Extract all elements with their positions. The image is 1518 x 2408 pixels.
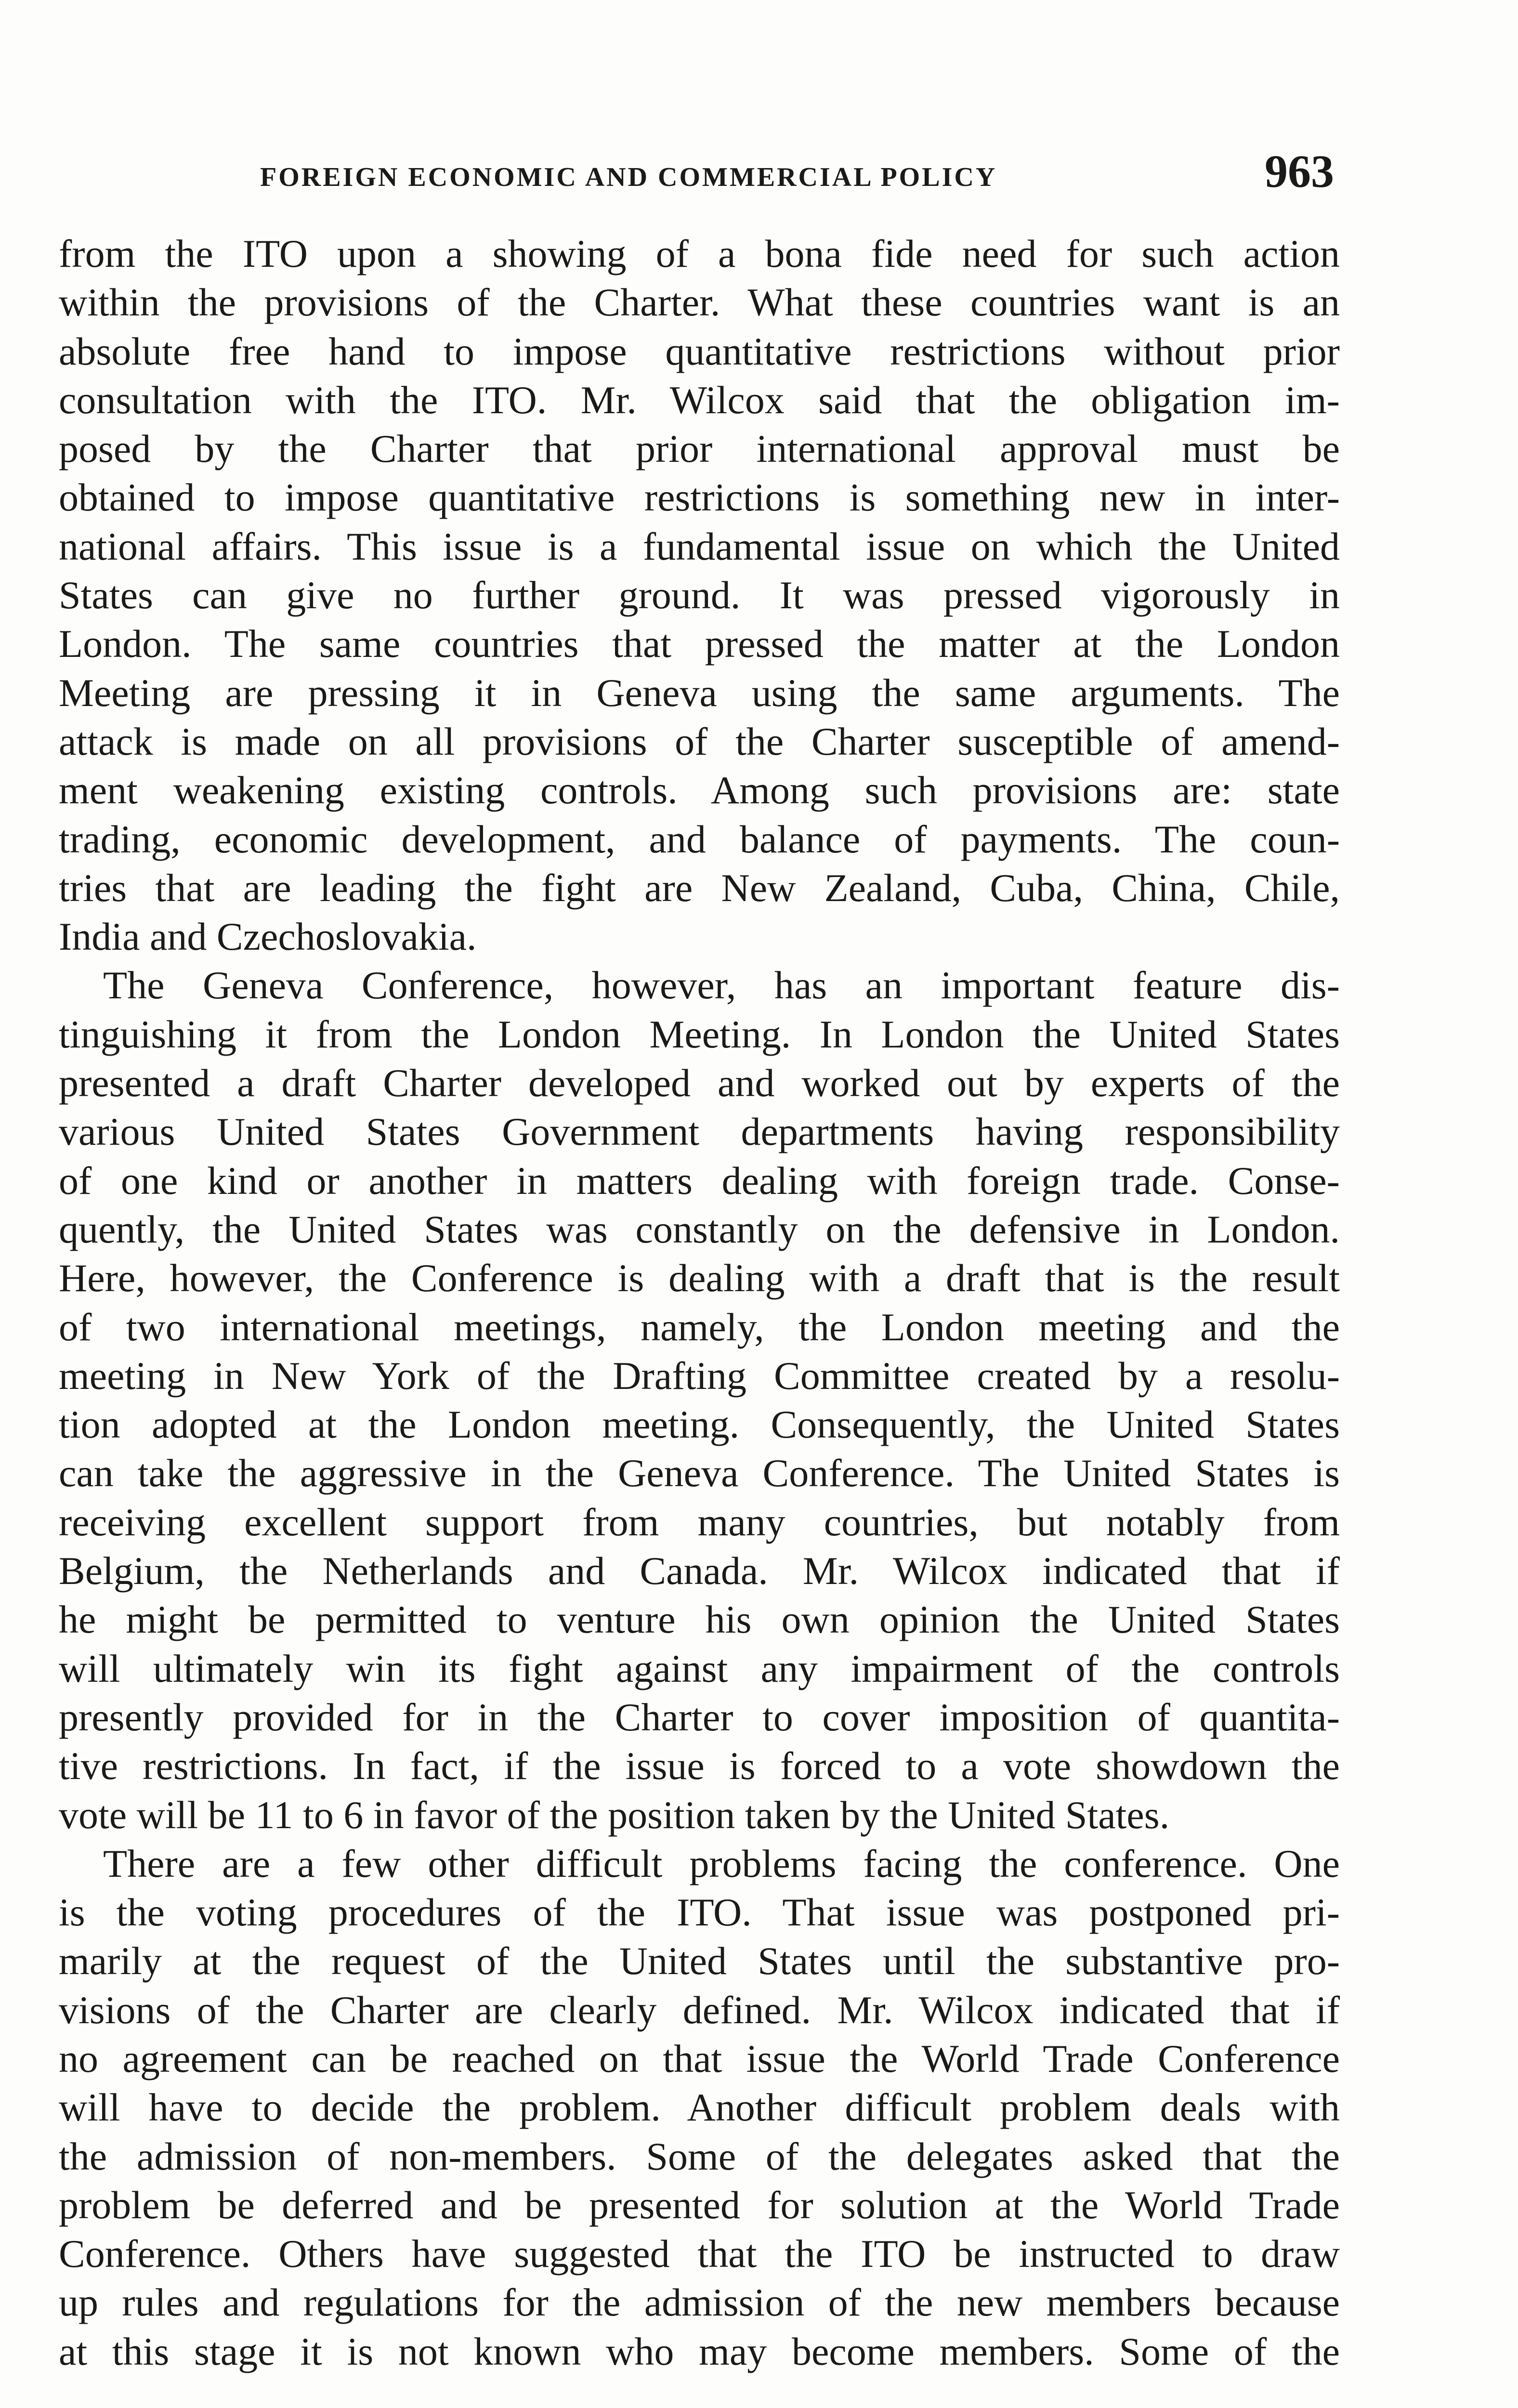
text-line: of two international meetings, namely, the London meeting and the <box>59 1305 1340 1349</box>
text-line: ment weakening existing controls. Among such provisions are: state <box>59 768 1340 812</box>
text-line: States can give no further ground. It was pressed vigorously in <box>59 573 1340 617</box>
text-line: Conference. Others have suggested that the ITO be instructed to draw <box>59 2232 1340 2276</box>
text-line: will ultimately win its fight against any impairment of the controls <box>59 1646 1340 1690</box>
text-line: quently, the United States was constantly on the defensive in London. <box>59 1207 1340 1251</box>
paragraph-3 <box>59 1839 1340 2376</box>
text-line: There are a few other difficult problems facing the conference. One <box>103 1841 1340 1885</box>
paragraph-2 <box>59 961 1340 1839</box>
text-line: obtained to impose quantitative restrictions is something new in inter- <box>59 475 1340 520</box>
text-line: consultation with the ITO. Mr. Wilcox said that the obligation im- <box>59 378 1340 422</box>
text-line: Here, however, the Conference is dealing with a draft that is the result <box>59 1256 1340 1300</box>
text-line: attack is made on all provisions of the Charter susceptible of amend- <box>59 719 1340 763</box>
text-line: marily at the request of the United States until the substantive pro- <box>59 1939 1340 1983</box>
page-number: 963 <box>1265 145 1334 197</box>
text-line: presently provided for in the Charter to cover imposition of quantita- <box>59 1695 1340 1739</box>
body-text <box>59 229 1340 2376</box>
text-line: tive restrictions. In fact, if the issue is forced to a vote showdown the <box>59 1744 1340 1788</box>
text-line: The Geneva Conference, however, has an important feature dis- <box>103 963 1340 1008</box>
text-line: the admission of non-members. Some of the delegates asked that the <box>59 2134 1340 2178</box>
text-line: presented a draft Charter developed and worked out by experts of the <box>59 1061 1340 1105</box>
text-line: of one kind or another in matters dealing with foreign trade. Conse- <box>59 1158 1340 1203</box>
text-line: visions of the Charter are clearly defined. Mr. Wilcox indicated that if <box>59 1988 1340 2032</box>
text-line: tinguishing it from the London Meeting. In London the United States <box>59 1012 1340 1056</box>
text-line: from the ITO upon a showing of a bona fide need for such action <box>59 232 1340 275</box>
text-line: India and Czechoslovakia. <box>59 915 477 959</box>
text-line: at this stage it is not known who may become members. Some of the <box>59 2329 1340 2373</box>
text-line: absolute free hand to impose quantitative restrictions without prior <box>59 329 1340 373</box>
text-line: meeting in New York of the Drafting Committee created by a resolu- <box>59 1353 1340 1398</box>
text-line: receiving excellent support from many countries, but notably from <box>59 1500 1340 1544</box>
text-line: Meeting are pressing it in Geneva using the same arguments. The <box>59 670 1340 715</box>
text-line: can take the aggressive in the Geneva Conference. The United States is <box>59 1451 1340 1495</box>
text-line: tion adopted at the London meeting. Consequently, the United States <box>59 1402 1340 1447</box>
text-line: various United States Government departments having responsibility <box>59 1110 1340 1154</box>
page-header <box>63 144 1334 202</box>
text-line: he might be permitted to venture his own opinion the United States <box>59 1597 1340 1642</box>
paragraph-1 <box>59 229 1340 961</box>
text-line: posed by the Charter that prior international approval must be <box>59 427 1340 471</box>
text-line: tries that are leading the fight are New Zealand, Cuba, China, Chile, <box>59 865 1340 910</box>
text-line: within the provisions of the Charter. What these countries want is an <box>59 280 1340 325</box>
text-line: vote will be 11 to 6 in favor of the position taken by the United States. <box>59 1793 1170 1837</box>
text-line: will have to decide the problem. Another difficult problem deals with <box>59 2085 1340 2130</box>
text-line: no agreement can be reached on that issue the World Trade Conference <box>59 2036 1340 2081</box>
text-line: London. The same countries that pressed the matter at the London <box>59 622 1340 666</box>
text-line: national affairs. This issue is a fundamental issue on which the United <box>59 524 1340 568</box>
running-head: FOREIGN ECONOMIC AND COMMERCIAL POLICY <box>260 162 997 192</box>
text-line: problem be deferred and be presented for solution at the World Trade <box>59 2183 1340 2227</box>
text-line: trading, economic development, and balance of payments. The coun- <box>59 817 1340 861</box>
text-line: is the voting procedures of the ITO. That issue was postponed pri- <box>59 1890 1340 1935</box>
text-line: Belgium, the Netherlands and Canada. Mr. Wilcox indicated that if <box>59 1549 1340 1593</box>
text-line: up rules and regulations for the admission of the new members because <box>59 2280 1340 2325</box>
